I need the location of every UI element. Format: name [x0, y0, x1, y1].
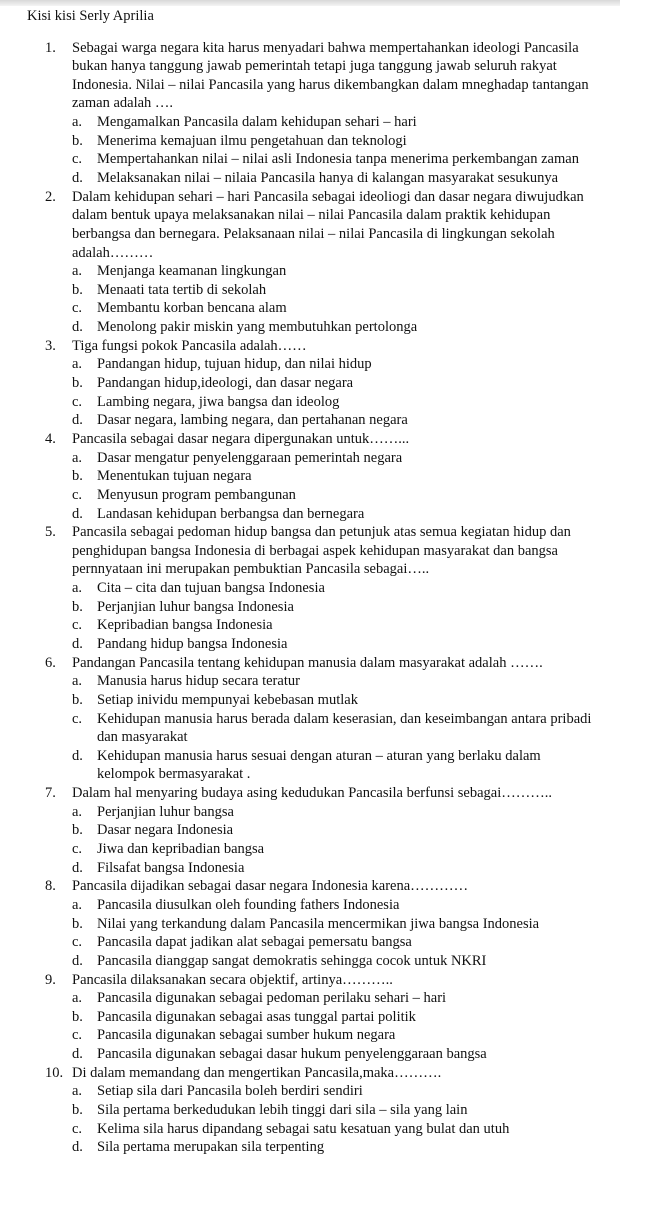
- question-number: 6.: [45, 654, 56, 671]
- option-letter: d.: [72, 319, 83, 336]
- option-text: Dasar mengatur penyelenggaraan pemerintah negara: [97, 449, 403, 466]
- question-number: 1.: [45, 39, 56, 56]
- option-letter: a.: [72, 449, 83, 466]
- option-text: Setiap inividu mempunyai kebebasan mutlak: [97, 691, 358, 708]
- option-letter: a.: [72, 263, 83, 280]
- option-letter: b.: [72, 468, 83, 485]
- option-text: Lambing negara, jiwa bangsa dan ideolog: [97, 393, 340, 410]
- question-1: [0, 39, 647, 188]
- option-d: [0, 1045, 647, 1064]
- option-c: [0, 616, 647, 635]
- option-letter: d.: [72, 636, 83, 652]
- option-letter: c.: [72, 151, 83, 168]
- question-text: berbangsa dan bernegara. Pelaksanaan nilai – nilai Pancasila di lingkungan sekolah: [72, 225, 555, 242]
- option-text: Kelima sila harus dipandang sebagai satu kesatuan yang bulat dan utuh: [97, 1120, 510, 1137]
- option-text: Menjanga keamanan lingkungan: [97, 263, 287, 280]
- question-text: Dalam kehidupan sehari – hari Pancasila sebagai ideoliogi dan dasar negara diwujudkan: [72, 188, 584, 205]
- option-letter: c.: [72, 300, 83, 317]
- option-b: [0, 691, 647, 710]
- question-number: 3.: [45, 337, 56, 354]
- option-d: [0, 1138, 647, 1157]
- option-letter: d.: [72, 952, 83, 969]
- option-letter: b.: [72, 132, 83, 149]
- option-a: [0, 355, 647, 374]
- question-4: [0, 430, 647, 523]
- option-text: Menyusun program pembangunan: [97, 486, 296, 503]
- question-text: Dalam hal menyaring budaya asing kedudukan Pancasila berfunsi sebagai………..: [72, 785, 552, 802]
- option-b: [0, 915, 647, 934]
- option-c: [0, 486, 647, 505]
- option-letter: b.: [72, 915, 83, 932]
- option-text: Sila pertama berkedudukan lebih tinggi dari sila – sila yang lain: [97, 1102, 468, 1119]
- option-text: Manusia harus hidup secara teratur: [97, 673, 300, 690]
- option-text: kelompok bermasyarakat .: [97, 766, 251, 783]
- option-letter: d.: [72, 1139, 83, 1156]
- top-shadow-bar: [0, 0, 620, 6]
- option-text: Pancasila digunakan sebagai dasar hukum penyelenggaraan bangsa: [97, 1046, 487, 1063]
- question-number: 10.: [45, 1064, 64, 1081]
- question-text: Pancasila sebagai pedoman hidup bangsa dan petunjuk atas semua kegiatan hidup dan: [72, 524, 571, 541]
- option-letter: b.: [72, 691, 83, 708]
- option-text: Pancasila diusulkan oleh founding fathers Indonesia: [97, 896, 400, 913]
- option-letter: d.: [72, 412, 83, 429]
- question-line: [0, 1064, 647, 1083]
- question-10: [0, 1064, 647, 1157]
- question-text: Pandangan Pancasila tentang kehidupan manusia dalam masyarakat adalah …….: [72, 654, 543, 671]
- option-b: [0, 1008, 647, 1027]
- option-c: [0, 150, 647, 169]
- option-text: Menentukan tujuan negara: [97, 468, 252, 485]
- question-text: Pancasila dilaksanakan secara objektif, artinya………..: [72, 971, 393, 988]
- question-text: Pancasila sebagai dasar negara dipergunakan untuk……...: [72, 430, 410, 447]
- question-text: dalam bentuk upaya melaksanakan nilai – nilai Pancasila dalam praktik kehidupan: [72, 207, 551, 224]
- option-text: Nilai yang terkandung dalam Pancasila mencermikan jiwa bangsa Indonesia: [97, 915, 540, 932]
- option-a: [0, 262, 647, 281]
- option-text: Menolong pakir miskin yang membutuhkan pertolonga: [97, 319, 418, 336]
- option-letter: b.: [72, 822, 83, 839]
- option-letter: b.: [72, 281, 83, 298]
- option-text: Landasan kehidupan berbangsa dan bernegara: [97, 505, 365, 522]
- option-letter: c.: [72, 393, 83, 410]
- option-d: [0, 747, 647, 766]
- option-letter: c.: [72, 486, 83, 503]
- option-a: [0, 1082, 647, 1101]
- question-line: [0, 76, 647, 95]
- question-text: Pancasila dijadikan sebagai dasar negara Indonesia karena…………: [72, 878, 469, 895]
- option-letter: a.: [72, 356, 83, 373]
- option-c: [0, 728, 647, 747]
- document-title: Kisi kisi Serly Aprilia: [27, 8, 154, 24]
- option-c: [0, 1026, 647, 1045]
- option-c: [0, 299, 647, 318]
- option-letter: a.: [72, 673, 83, 690]
- option-c: [0, 393, 647, 412]
- question-number: 2.: [45, 188, 56, 205]
- option-a: [0, 803, 647, 822]
- option-a: [0, 989, 647, 1008]
- option-text: Sila pertama merupakan sila terpenting: [97, 1139, 325, 1156]
- option-letter: a.: [72, 896, 83, 913]
- option-text: Pancasila dianggap sangat demokratis sehingga cocok untuk NKRI: [97, 952, 487, 969]
- question-line: [0, 225, 647, 244]
- option-a: [0, 896, 647, 915]
- option-letter: b.: [72, 1102, 83, 1119]
- option-letter: c.: [72, 841, 83, 858]
- option-d: [0, 952, 647, 971]
- option-text: Menerima kemajuan ilmu pengetahuan dan teknologi: [97, 132, 407, 149]
- option-text: Kehidupan manusia harus sesuai dengan aturan – aturan yang berlaku dalam: [97, 747, 541, 764]
- question-number: 4.: [45, 430, 56, 447]
- option-b: [0, 467, 647, 486]
- question-line: [0, 244, 647, 263]
- question-number: 9.: [45, 971, 56, 988]
- option-text: Filsafat bangsa Indonesia: [97, 859, 245, 876]
- option-d: [0, 635, 647, 654]
- option-letter: d.: [72, 859, 83, 876]
- question-number: 8.: [45, 878, 56, 895]
- option-a: [0, 579, 647, 598]
- option-text: Mengamalkan Pancasila dalam kehidupan sehari – hari: [97, 114, 417, 131]
- question-line: [0, 523, 647, 542]
- question-3: [0, 337, 647, 430]
- option-text: Menaati tata tertib di sekolah: [97, 281, 267, 298]
- option-text: Setiap sila dari Pancasila boleh berdiri sendiri: [97, 1083, 363, 1100]
- option-letter: a.: [72, 803, 83, 820]
- option-letter: d.: [72, 169, 83, 186]
- option-text: Pancasila dapat jadikan alat sebagai pemersatu bangsa: [97, 934, 412, 951]
- option-d: [0, 318, 647, 337]
- option-d: [0, 859, 647, 878]
- question-line: [0, 94, 647, 113]
- question-text: penghidupan bangsa Indonesia di berbagai aspek kehidupan masyarakat dan bangsa: [72, 542, 558, 559]
- option-text: Dasar negara Indonesia: [97, 822, 234, 839]
- question-line: [0, 560, 647, 579]
- option-text: Pandangan hidup, tujuan hidup, dan nilai hidup: [97, 356, 372, 373]
- option-letter: b.: [72, 598, 83, 615]
- option-a: [0, 113, 647, 132]
- option-b: [0, 1101, 647, 1120]
- option-text: Membantu korban bencana alam: [97, 300, 287, 317]
- option-text: Pancasila digunakan sebagai asas tunggal partai politik: [97, 1008, 416, 1025]
- option-letter: a.: [72, 114, 83, 131]
- question-8: [0, 877, 647, 970]
- option-letter: d.: [72, 747, 83, 764]
- option-a: [0, 449, 647, 468]
- option-a: [0, 672, 647, 691]
- option-letter: b.: [72, 375, 83, 392]
- question-7: [0, 784, 647, 877]
- question-text: Sebagai warga negara kita harus menyadari bahwa mempertahankan ideologi Pancasila: [72, 39, 579, 56]
- question-line: [0, 971, 647, 990]
- option-text: Kepribadian bangsa Indonesia: [97, 617, 273, 634]
- option-letter: d.: [72, 1046, 83, 1063]
- option-text: Perjanjian luhur bangsa: [97, 803, 234, 820]
- question-text: zaman adalah ….: [72, 95, 174, 112]
- question-text: pernnyataan ini merupakan pembuktian Pancasila sebagai…..: [72, 561, 430, 578]
- option-text: Pandangan hidup,ideologi, dan dasar negara: [97, 375, 354, 392]
- question-text: adalah………: [72, 244, 154, 261]
- option-letter: c.: [72, 710, 83, 727]
- question-text: Di dalam memandang dan mengertikan Pancasila,maka……….: [72, 1064, 442, 1081]
- question-line: [0, 654, 647, 673]
- option-letter: c.: [72, 1027, 83, 1044]
- option-c: [0, 1120, 647, 1139]
- question-9: [0, 971, 647, 1064]
- option-text: Kehidupan manusia harus berada dalam keserasian, dan keseimbangan antara pribadi: [97, 710, 592, 727]
- option-text: Mempertahankan nilai – nilai asli Indonesia tanpa menerima perkembangan zaman: [97, 151, 579, 168]
- option-letter: c.: [72, 617, 83, 634]
- option-text: Dasar negara, lambing negara, dan pertahanan negara: [97, 412, 408, 429]
- option-letter: c.: [72, 934, 83, 951]
- option-c: [0, 933, 647, 952]
- question-list: [0, 39, 647, 1157]
- question-text: bukan hanya tanggung jawab pemerintah tetapi juga tanggung jawab seluruh rakyat: [72, 58, 557, 75]
- option-text: Perjanjian luhur bangsa Indonesia: [97, 598, 294, 615]
- option-d: [0, 411, 647, 430]
- option-letter: a.: [72, 1083, 83, 1100]
- question-line: [0, 430, 647, 449]
- option-letter: b.: [72, 1008, 83, 1025]
- option-text: Melaksanakan nilai – nilaia Pancasila hanya di kalangan masyarakat sesukunya: [97, 169, 559, 186]
- option-d: [0, 765, 647, 784]
- option-text: Jiwa dan kepribadian bangsa: [97, 841, 265, 858]
- option-letter: a.: [72, 990, 83, 1007]
- option-letter: a.: [72, 580, 83, 597]
- question-6: [0, 654, 647, 784]
- question-line: [0, 784, 647, 803]
- question-line: [0, 337, 647, 356]
- question-text: Tiga fungsi pokok Pancasila adalah……: [72, 337, 307, 354]
- option-d: [0, 505, 647, 524]
- option-c: [0, 840, 647, 859]
- option-text: Pancasila digunakan sebagai pedoman perilaku sehari – hari: [97, 990, 447, 1007]
- question-line: [0, 542, 647, 561]
- option-c: [0, 710, 647, 729]
- option-text: Cita – cita dan tujuan bangsa Indonesia: [97, 580, 325, 597]
- question-number: 5.: [45, 524, 56, 541]
- option-text: dan masyarakat: [97, 729, 188, 746]
- question-line: [0, 877, 647, 896]
- option-b: [0, 598, 647, 617]
- option-b: [0, 374, 647, 393]
- question-line: [0, 57, 647, 76]
- option-b: [0, 132, 647, 151]
- question-5: [0, 523, 647, 653]
- question-line: [0, 206, 647, 225]
- question-number: 7.: [45, 785, 56, 802]
- option-letter: c.: [72, 1120, 83, 1137]
- option-text: Pandang hidup bangsa Indonesia: [97, 636, 288, 652]
- question-2: [0, 188, 647, 337]
- option-b: [0, 281, 647, 300]
- question-text: Indonesia. Nilai – nilai Pancasila yang harus dikembangkan dalam mneghadap tantangan: [72, 76, 589, 93]
- option-b: [0, 821, 647, 840]
- option-d: [0, 169, 647, 188]
- question-line: [0, 188, 647, 207]
- option-text: Pancasila digunakan sebagai sumber hukum negara: [97, 1027, 396, 1044]
- option-letter: d.: [72, 505, 83, 522]
- question-line: [0, 39, 647, 58]
